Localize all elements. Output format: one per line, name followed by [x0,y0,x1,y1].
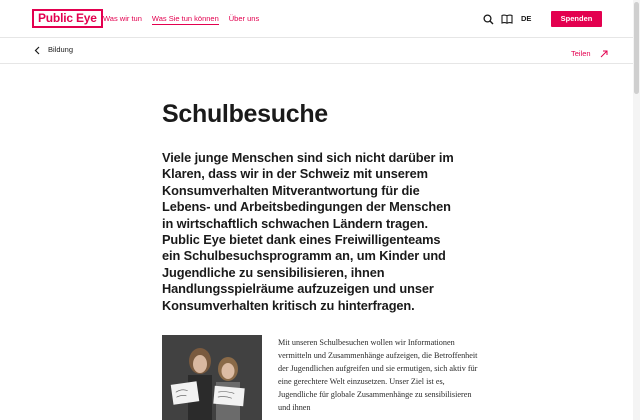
search-icon[interactable] [481,12,495,26]
share-link-label: Teilen [571,49,591,58]
scrollbar-thumb[interactable] [634,2,639,94]
share-arrow-icon [600,45,608,63]
public-eye-logo[interactable]: Public Eye [32,9,103,28]
back-link-label: Bildung [48,45,74,54]
chevron-left-icon [34,45,40,55]
article-photo [162,335,262,420]
site-header [0,0,640,38]
nav-item-was-wir-tun[interactable]: Was wir tun [103,14,142,23]
body-paragraph: Mit unseren Schulbesuchen wollen wir Informationen vermitteln und Zusammenhänge aufzeigen, die Betroffenheit der Jugendlichen aufgreifen und sie ermutigen, sich aktiv für eine gerechtere Welt einzusetzen. Unser Ziel ist es, Jugendliche für globale Zusammenhänge zu sensibilisieren und ihnen [278,338,478,412]
donate-button[interactable]: Spenden [551,11,602,27]
nav-item-was-sie-tun-koennen[interactable]: Was Sie tun können [151,14,219,23]
share-link[interactable] [571,45,608,63]
nav-item-ueber-uns[interactable]: Über uns [228,14,260,23]
book-icon[interactable] [500,12,514,26]
sub-navigation-bar [0,38,640,64]
lead-paragraph: Viele junge Menschen sind sich nicht darüber im Klaren, dass wir in der Schweiz mit unserem Konsumverhalten Mitverantwortung für die Lebens- und Arbeitsbedingungen der Menschen in wirtschaftlich schwachen Ländern tragen. Public Eye bietet dank eines Freiwilligenteams ein Schulbesuchsprogramm an, um Kinder und Jugendliche zu sensibilisieren, ihnen Handlungsspielräume aufzuzeigen und unser Konsumverhalten kritisch zu hinterfragen. [162,150,454,313]
main-nav [103,14,259,25]
page-title: Schulbesuche [162,100,328,128]
back-link[interactable] [34,45,73,55]
language-switch[interactable]: DE [521,14,532,23]
